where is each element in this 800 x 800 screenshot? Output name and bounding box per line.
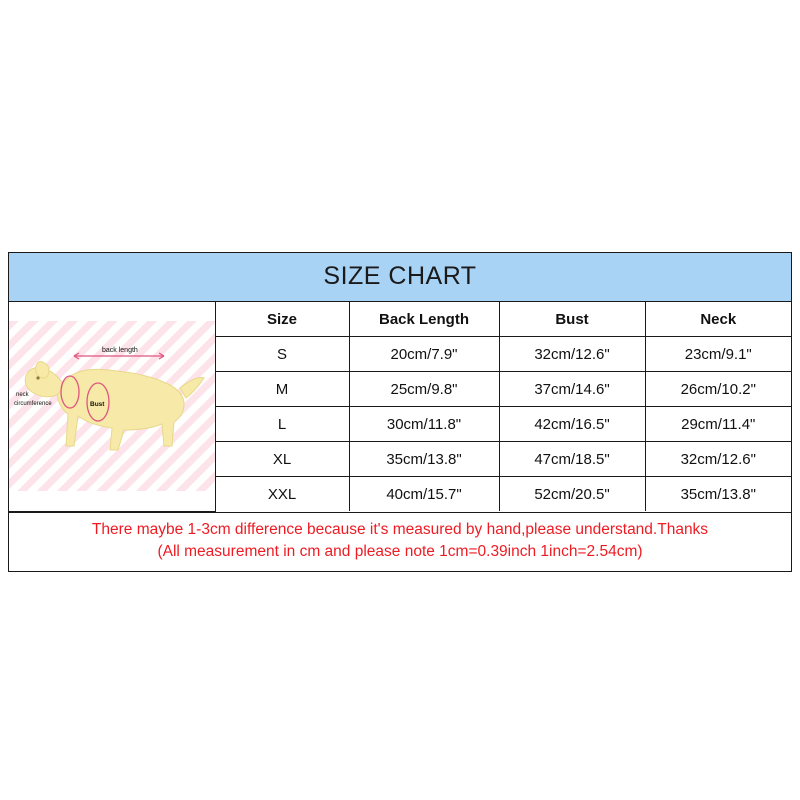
size-chart [8,252,792,572]
cell-back-length: 35cm/13.8" [349,442,499,477]
svg-text:back length: back length [101,347,138,355]
column-header-back-length: Back Length [349,302,499,337]
cell-bust: 32cm/12.6" [499,337,645,372]
cell-size: M [215,372,349,407]
measurement-notes [9,512,791,571]
svg-text:circumference: circumference [13,401,52,408]
svg-text:Bust: Bust [89,401,105,409]
column-header-size: Size [215,302,349,337]
cell-back-length: 20cm/7.9" [349,337,499,372]
table-header-row [9,302,791,337]
cell-neck: 23cm/9.1" [645,337,791,372]
svg-text:neck: neck [15,392,29,399]
cell-bust: 47cm/18.5" [499,442,645,477]
cell-size: L [215,407,349,442]
dog-measurement-illustration [9,302,215,511]
chart-title: SIZE CHART [9,253,791,302]
cell-neck: 35cm/13.8" [680,485,756,503]
cell-neck: 29cm/11.4" [645,407,791,442]
cell-neck: 32cm/12.6" [645,442,791,477]
dog-diagram-svg [12,326,212,486]
note-line-2: (All measurement in cm and please note 1cm=0.39inch 1inch=2.54cm) [157,542,643,560]
cell-size: XXL [215,477,349,512]
column-header-bust: Bust [499,302,645,337]
cell-neck: 26cm/10.2" [645,372,791,407]
size-chart-table [9,302,791,512]
cell-bust: 42cm/16.5" [499,407,645,442]
cell-bust: 37cm/14.6" [499,372,645,407]
dog-illustration-canvas [9,321,215,491]
cell-size: S [215,337,349,372]
column-header-neck: Neck [645,302,791,337]
cell-back-length: 25cm/9.8" [349,372,499,407]
cell-bust: 52cm/20.5" [499,477,645,512]
cell-back-length: 40cm/15.7" [349,477,499,512]
cell-size: XL [215,442,349,477]
cell-back-length: 30cm/11.8" [349,407,499,442]
note-line-1: There maybe 1-3cm difference because it's measured by hand,please understand.Thanks [91,520,709,538]
